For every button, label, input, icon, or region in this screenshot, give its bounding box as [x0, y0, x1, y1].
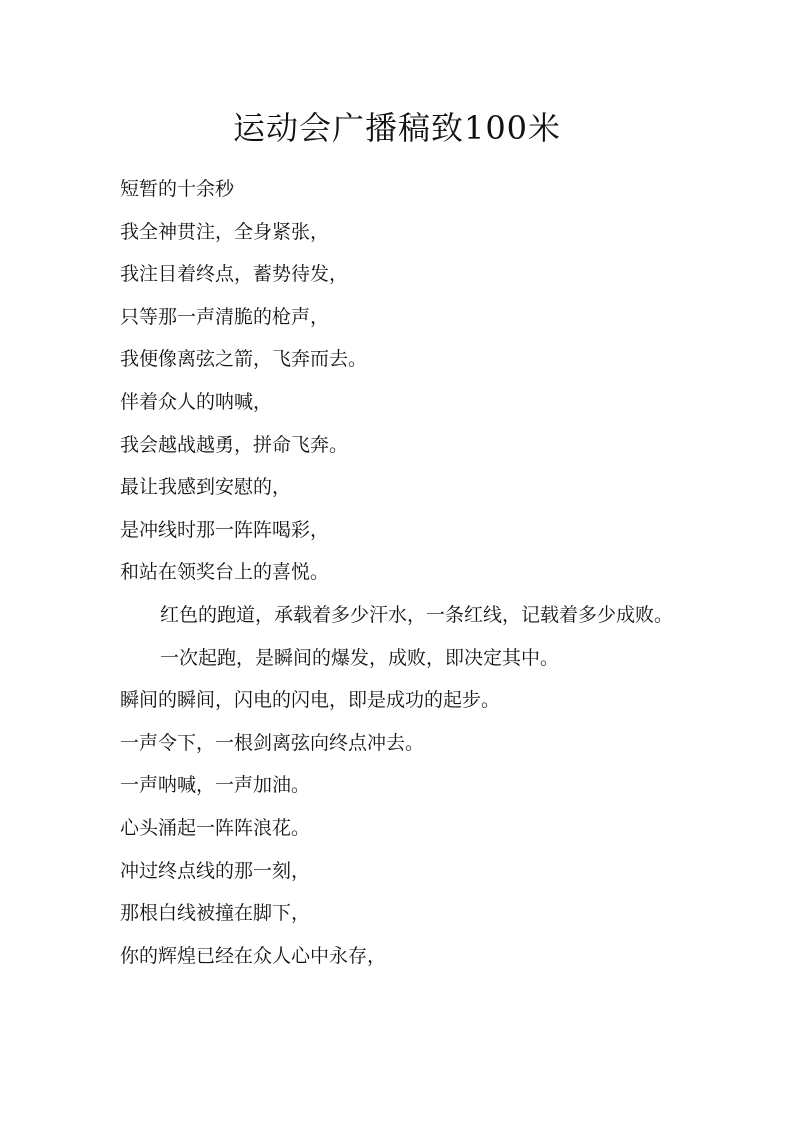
text-line: 短暂的十余秒: [120, 178, 235, 200]
text-line: 只等那一声清脆的枪声，: [120, 305, 330, 328]
text-line: 我便像离弦之箭，飞奔而去。: [120, 348, 368, 371]
text-line: 那根白线被撞在脚下，: [120, 902, 311, 925]
text-line: 我注目着终点，蓄势待发，: [120, 263, 349, 286]
text-line: 最让我感到安慰的，: [120, 476, 292, 499]
text-line: 冲过终点线的那一刻，: [120, 859, 311, 882]
indented-paragraph: 红色的跑道，承载着多少汗水，一条红线，记载着多少成败。: [160, 603, 674, 626]
text-line: 你的辉煌已经在众人心中永存，: [120, 944, 387, 967]
text-line: 一声呐喊，一声加油。: [120, 774, 311, 797]
text-line: 心头涌起一阵阵浪花。: [120, 816, 311, 839]
document-body: [120, 176, 680, 985]
text-line: 是冲线时那一阵阵喝彩，: [120, 518, 330, 541]
text-line: 瞬间的瞬间，闪电的闪电，即是成功的起步。: [120, 689, 501, 712]
text-line: 伴着众人的呐喊，: [120, 390, 273, 413]
text-line: 和站在领奖台上的喜悦。: [120, 561, 330, 584]
indented-paragraph: 一次起跑，是瞬间的爆发，成败，即决定其中。: [160, 646, 560, 669]
text-line: 一声令下，一根剑离弦向终点冲去。: [120, 731, 425, 754]
text-line: 我会越战越勇，拼命飞奔。: [120, 433, 349, 456]
document-title: 运动会广播稿致100米: [232, 109, 562, 147]
text-line: 我全神贯注，全身紧张，: [120, 220, 330, 243]
